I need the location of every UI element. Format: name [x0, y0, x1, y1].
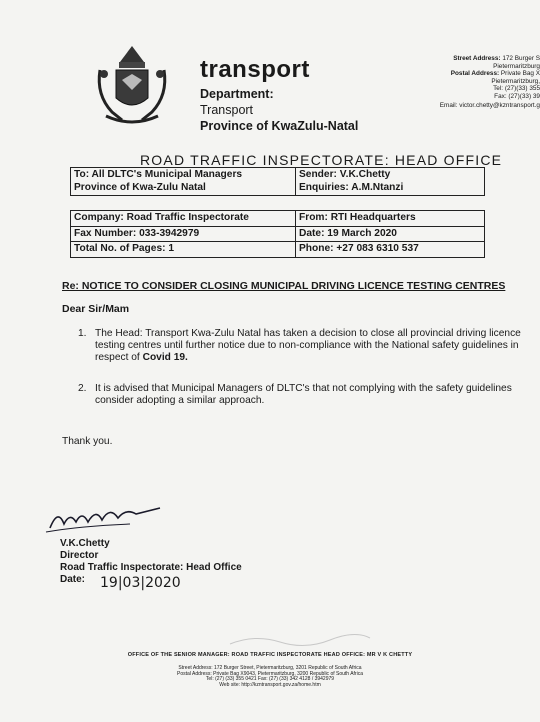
- footer-office-line: OFFICE OF THE SENIOR MANAGER: ROAD TRAFFIC INSPECTORATE HEAD OFFICE: MR V K CHETTY: [127, 652, 413, 658]
- footer-postal: Postal Address: Private Bag X9043, Pietermaritzburg, 3200 Republic of South Africa: [177, 670, 363, 677]
- signatory-title: Director: [60, 550, 99, 561]
- department-block: [200, 86, 358, 134]
- signatory-name: V.K.Chetty: [60, 538, 110, 549]
- footer-web: Web site: http://kzntransport.gov.za/home.htm: [219, 681, 321, 688]
- province-name: Province of KwaZulu-Natal: [200, 119, 359, 133]
- paragraph-number: 2.: [78, 383, 87, 394]
- recipient-cell: [71, 168, 296, 196]
- from-cell: From: RTI Headquarters: [296, 211, 485, 227]
- company-table: [70, 210, 485, 258]
- tel-number: Tel: (27)(33) 355: [493, 85, 540, 93]
- brand-name: transport: [200, 56, 310, 83]
- fax-number: Fax: (27)(33) 39: [494, 92, 540, 100]
- date-label: Date:: [60, 574, 86, 585]
- signature-image: [40, 498, 170, 538]
- sender-cell: [296, 168, 485, 196]
- closing: Thank you.: [62, 436, 113, 447]
- subject-line: Re: NOTICE TO CONSIDER CLOSING MUNICIPAL DRIVING LICENCE TESTING CENTRES: [62, 280, 506, 292]
- office-header: ROAD TRAFFIC INSPECTORATE: HEAD OFFICE: [140, 152, 503, 168]
- email-address: Email: victor.chetty@kzntransport.g: [439, 101, 540, 109]
- recipient-to: To: All DLTC's Municipal Managers: [74, 169, 243, 180]
- date-cell: Date: 19 March 2020: [296, 226, 485, 242]
- recipient-table: [70, 167, 485, 196]
- recipient-province: Province of Kwa-Zulu Natal: [74, 181, 206, 193]
- street-label: Street Address:: [453, 55, 501, 62]
- paragraph-1: [78, 328, 533, 364]
- paragraph-text: It is advised that Municipal Managers of DLTC's that not complying with the safety guidelines consider adopting a similar approach.: [95, 383, 512, 406]
- street-value: 172 Burger S: [502, 55, 540, 62]
- paragraph-emphasis: Covid 19.: [142, 352, 188, 363]
- postal-value: Private Bag X: [500, 70, 540, 78]
- paragraph-number: 1.: [78, 328, 87, 339]
- sender-name: Sender: V.K.Chetty: [299, 169, 391, 180]
- phone-cell: Phone: +27 083 6310 537: [296, 242, 485, 258]
- signatory-office: Road Traffic Inspectorate: Head Office: [60, 562, 242, 573]
- fax-cell: Fax Number: 033-3942979: [71, 226, 296, 242]
- postal-label: Postal Address:: [450, 70, 500, 78]
- street-line2: Pietermaritzburg: [493, 62, 540, 70]
- coat-of-arms-logo: [92, 40, 172, 130]
- footer-telfax: Tel: (27) (33) 355 0421 Fax: (27) (33) 342 4128 / 3942979: [205, 676, 335, 683]
- salutation: Dear Sir/Mam: [62, 303, 130, 315]
- footer-street: Street Address: 172 Burger Street, Pietermaritzburg, 3201 Republic of South Africa: [178, 665, 362, 671]
- paragraph-text: The Head: Transport Kwa-Zulu Natal has taken a decision to close all provincial driving licence testing centres until further notice due to non-compliance with the National safety guidelines in respect of: [95, 328, 521, 363]
- faded-slogan-mark: [225, 628, 375, 652]
- pages-cell: Total No. of Pages: 1: [71, 242, 296, 258]
- department-label: Department:: [200, 87, 274, 101]
- handwritten-date: 19|03|2020: [100, 575, 181, 591]
- company-cell: Company: Road Traffic Inspectorate: [71, 211, 296, 227]
- footer-address-block: [0, 666, 540, 688]
- address-block: [390, 55, 540, 109]
- paragraph-2: [78, 383, 533, 407]
- enquiries-name: Enquiries: A.M.Ntanzi: [299, 181, 404, 193]
- department-name: Transport: [200, 103, 254, 117]
- postal-line2: Pietermaritzburg,: [491, 77, 540, 85]
